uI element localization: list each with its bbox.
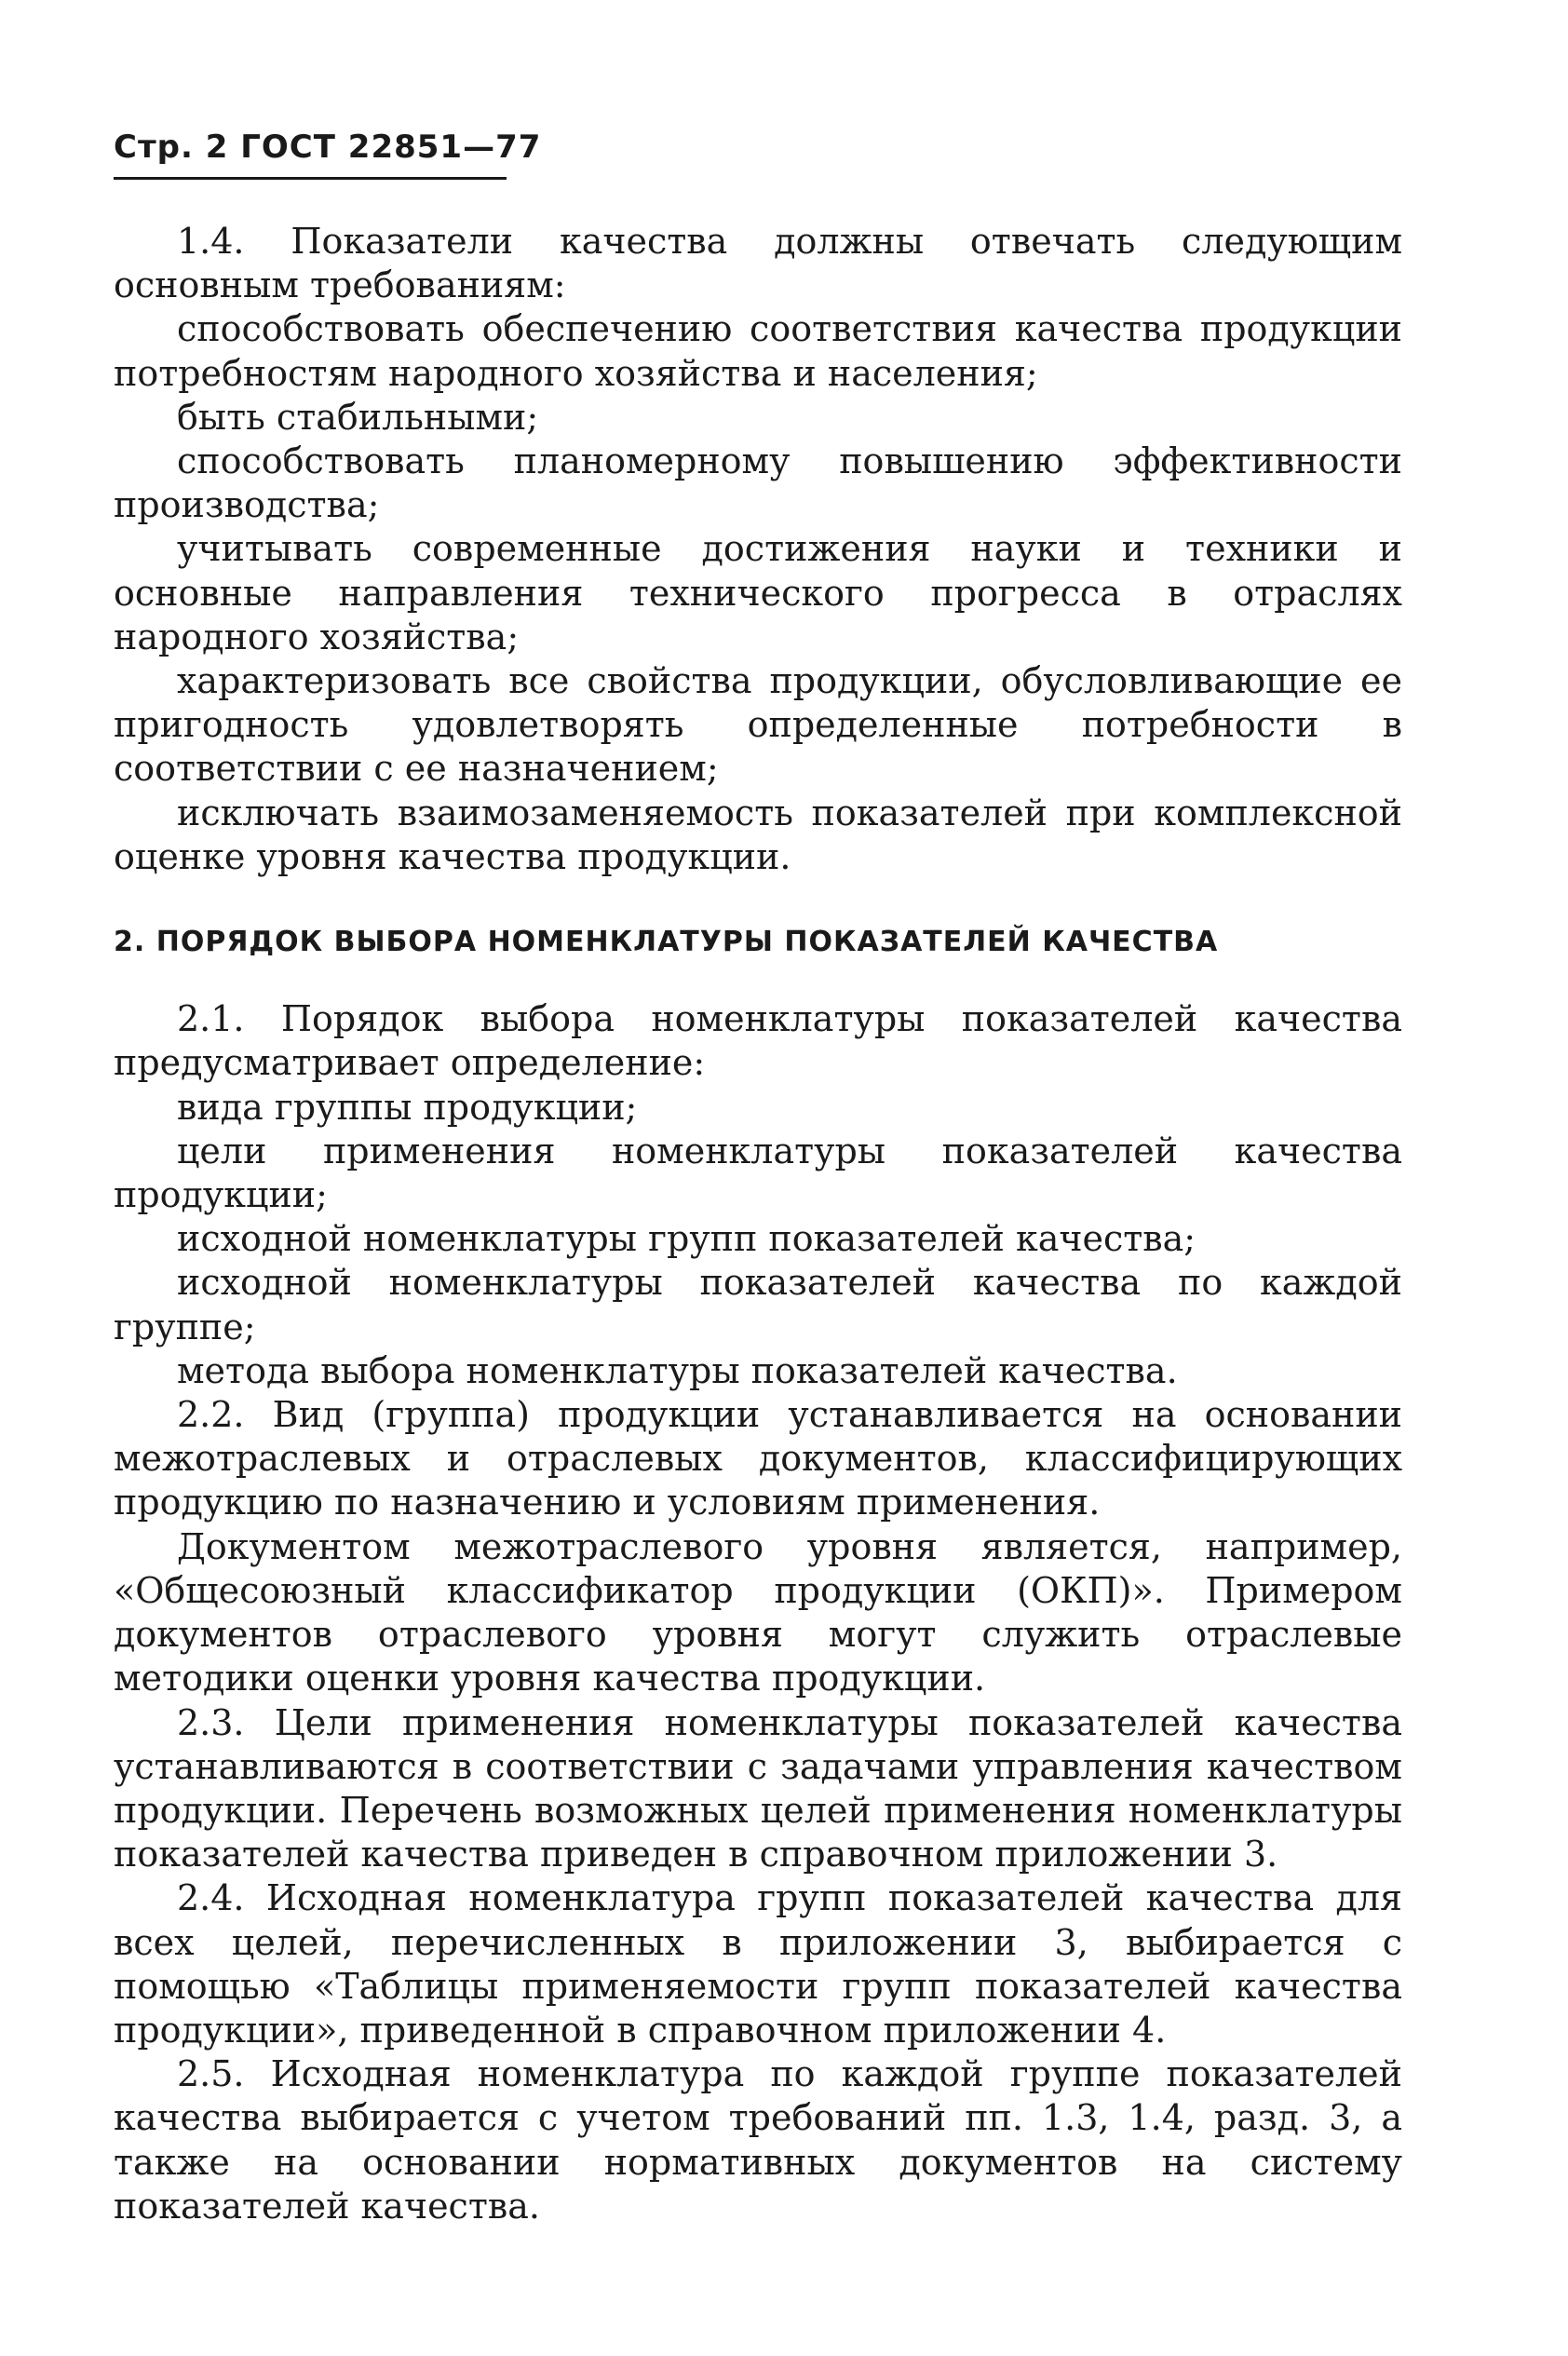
determination-item: цели применения номенклатуры показателей качества продукции; — [114, 1130, 1402, 1216]
determination-item: вида группы продукции; — [177, 1086, 638, 1128]
section-2-heading: 2. ПОРЯДОК ВЫБОРА НОМЕНКЛАТУРЫ ПОКАЗАТЕЛЕЙ КАЧЕСТВА — [114, 926, 1219, 959]
requirement-item: учитывать современные достижения науки и техники и основные направления технического прогресса в отраслях народного хозяйства; — [114, 528, 1402, 657]
document-body — [114, 220, 1402, 2228]
determination-item: метода выбора номенклатуры показателей качества. — [177, 1349, 1178, 1391]
header-rule — [114, 177, 507, 180]
requirement-item: характеризовать все свойства продукции, обусловливающие ее пригодность удовлетворять определенные потребности в соответствии с ее назначением; — [114, 660, 1402, 790]
page-header: Стр. 2 ГОСТ 22851—77 — [114, 129, 542, 166]
paragraph-2-4: 2.4. Исходная номенклатура групп показателей качества для всех целей, перечисленных в приложении 3, выбирается с помощью «Таблицы применяемости групп показателей качества продукции», приведенной в справочном приложении 4. — [114, 1877, 1402, 2051]
paragraph-1-4: 1.4. Показатели качества должны отвечать следующим основным требованиям: — [114, 221, 1402, 306]
requirement-item: исключать взаимозаменяемость показателей при комплексной оценке уровня качества продукции. — [114, 792, 1402, 877]
determination-item: исходной номенклатуры показателей качества по каждой группе; — [114, 1262, 1402, 1347]
determination-item: исходной номенклатуры групп показателей качества; — [177, 1218, 1196, 1260]
paragraph-2-1: 2.1. Порядок выбора номенклатуры показателей качества предусматривает определение: — [114, 998, 1402, 1084]
requirement-item: способствовать обеспечению соответствия качества продукции потребностям народного хозяйства и населения; — [114, 308, 1402, 394]
paragraph-2-3: 2.3. Цели применения номенклатуры показателей качества устанавливаются в соответствии с задачами управления качеством продукции. Перечень возможных целей применения номенклатуры показателей качества приведен в справочном приложении 3. — [114, 1701, 1402, 1875]
paragraph-2-2: 2.2. Вид (группа) продукции устанавливается на основании межотраслевых и отраслевых документов, классифицирующих продукцию по назначению и условиям применения. — [114, 1394, 1402, 1523]
requirement-item: быть стабильными; — [177, 396, 539, 438]
paragraph-2-2-document: Документом межотраслевого уровня является, например, «Общесоюзный классификатор продукции (ОКП)». Примером документов отраслевого уровня могут служить отраслевые методики оценки уровня качества продукции. — [114, 1525, 1402, 1699]
paragraph-2-5: 2.5. Исходная номенклатура по каждой группе показателей качества выбирается с учетом требований пп. 1.3, 1.4, разд. 3, а также на основании нормативных документов на систему показателей качества. — [114, 2053, 1402, 2227]
requirement-item: способствовать планомерному повышению эффективности производства; — [114, 440, 1402, 526]
